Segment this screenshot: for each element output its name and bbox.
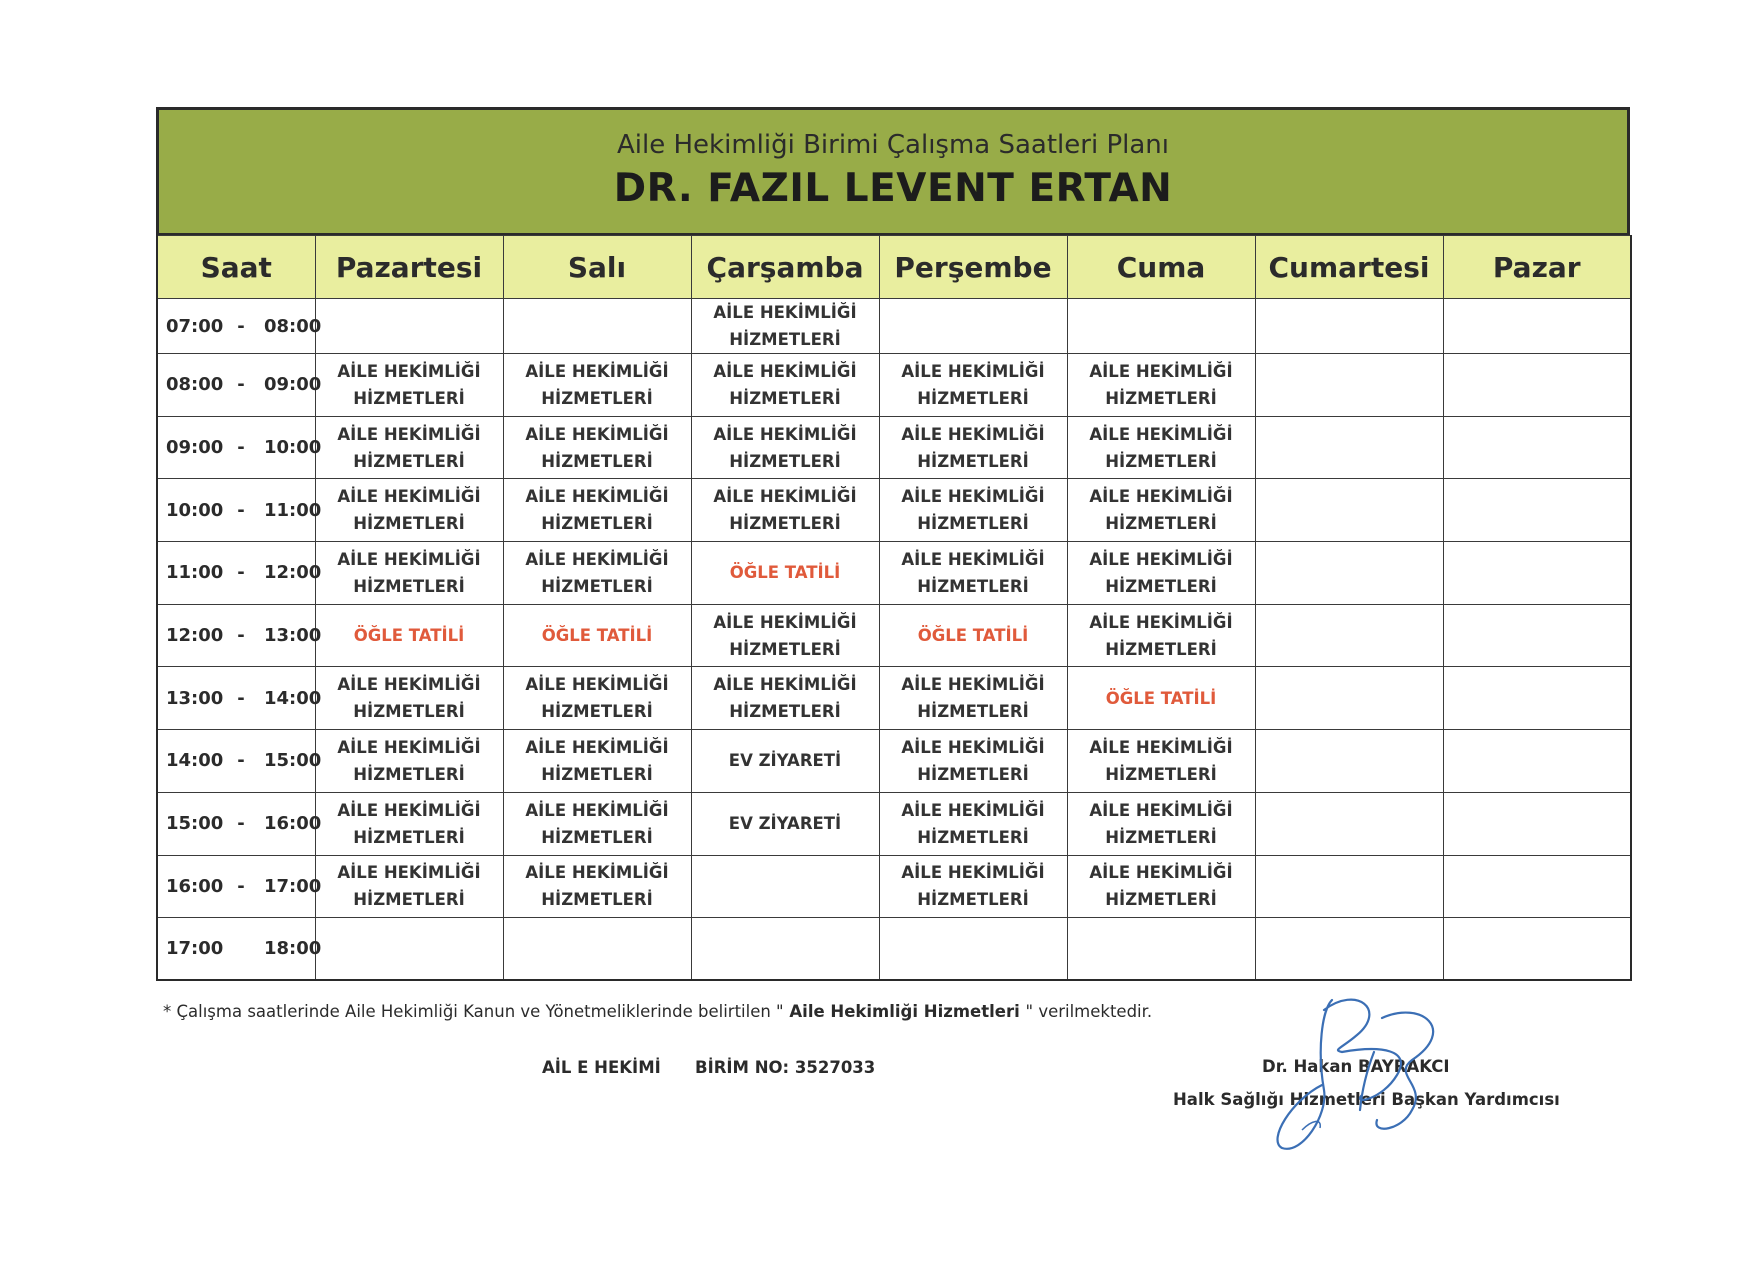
cell-sali: [503, 542, 691, 605]
cell-text: AİLE HEKİMLİĞİ HİZMETLERİ: [1089, 737, 1233, 784]
cell-cumartesi: [1255, 604, 1443, 667]
cell-cuma: [1067, 604, 1255, 667]
cell-carsamba: [691, 667, 879, 730]
cell-pazartesi: [315, 542, 503, 605]
cell-persembe: [879, 667, 1067, 730]
time-separator: -: [237, 499, 245, 521]
time-separator: -: [237, 875, 245, 897]
cell-persembe: [879, 855, 1067, 918]
cell-cumartesi: [1255, 792, 1443, 855]
cell-text: AİLE HEKİMLİĞİ HİZMETLERİ: [525, 675, 669, 722]
footnote: [163, 1002, 1152, 1021]
cell-text: EV ZİYARETİ: [728, 814, 842, 834]
cell-text: AİLE HEKİMLİĞİ HİZMETLERİ: [1089, 800, 1233, 847]
column-header-cuma: Cuma: [1067, 236, 1255, 299]
handwritten-signature: [1262, 990, 1452, 1160]
cell-cuma: [1067, 354, 1255, 417]
cell-carsamba: [691, 479, 879, 542]
cell-text: AİLE HEKİMLİĞİ HİZMETLERİ: [337, 487, 481, 534]
cell-cumartesi: [1255, 667, 1443, 730]
time-end: 16:00: [264, 813, 322, 835]
time-start: 15:00: [166, 813, 224, 835]
cell-persembe: [879, 792, 1067, 855]
cell-carsamba: [691, 299, 879, 354]
time-slot: [157, 604, 322, 667]
cell-sali: [503, 299, 691, 354]
cell-carsamba: [691, 542, 879, 605]
cell-carsamba: [691, 416, 879, 479]
cell-pazartesi: [315, 354, 503, 417]
time-separator: -: [237, 750, 245, 772]
schedule-table: [156, 235, 1632, 981]
cell-text: AİLE HEKİMLİĞİ HİZMETLERİ: [525, 549, 669, 596]
time-start: 13:00: [166, 687, 224, 709]
cell-text: ÖĞLE TATİLİ: [541, 626, 653, 646]
column-header-cumartesi: Cumartesi: [1255, 236, 1443, 299]
time-start: 17:00: [166, 938, 224, 960]
time-end: 09:00: [264, 374, 322, 396]
cell-pazartesi: [315, 792, 503, 855]
signatory-title: Halk Sağlığı Hizmetleri Başkan Yardımcısı: [1173, 1090, 1560, 1109]
unit-number: BİRİM NO: 3527033: [695, 1058, 876, 1077]
time-slot: [157, 730, 322, 793]
cell-text: AİLE HEKİMLİĞİ HİZMETLERİ: [1089, 612, 1233, 659]
cell-text: AİLE HEKİMLİĞİ HİZMETLERİ: [337, 737, 481, 784]
cell-cumartesi: [1255, 416, 1443, 479]
cell-persembe: [879, 416, 1067, 479]
cell-text: ÖĞLE TATİLİ: [917, 626, 1029, 646]
time-separator: -: [237, 562, 245, 584]
cell-text: AİLE HEKİMLİĞİ HİZMETLERİ: [337, 361, 481, 408]
table-row: [157, 730, 1631, 793]
cell-text: ÖĞLE TATİLİ: [353, 626, 465, 646]
cell-text: AİLE HEKİMLİĞİ HİZMETLERİ: [901, 800, 1045, 847]
cell-text: AİLE HEKİMLİĞİ HİZMETLERİ: [525, 800, 669, 847]
schedule-document: [156, 107, 1630, 981]
cell-carsamba: [691, 604, 879, 667]
cell-pazartesi: [315, 299, 503, 354]
signatory-name: Dr. Hakan BAYRAKCI: [1262, 1057, 1450, 1076]
doctor-label: AİL E HEKİMİ: [542, 1058, 661, 1077]
time-slot: [157, 416, 322, 479]
time-slot: [157, 479, 322, 542]
table-row: [157, 542, 1631, 605]
cell-text: AİLE HEKİMLİĞİ HİZMETLERİ: [337, 800, 481, 847]
cell-text: AİLE HEKİMLİĞİ HİZMETLERİ: [901, 424, 1045, 471]
time-end: 17:00: [264, 875, 322, 897]
table-row: [157, 855, 1631, 918]
cell-text: AİLE HEKİMLİĞİ HİZMETLERİ: [1089, 361, 1233, 408]
time-separator: -: [237, 813, 245, 835]
time-end: 08:00: [264, 315, 322, 337]
cell-text: AİLE HEKİMLİĞİ HİZMETLERİ: [713, 675, 857, 722]
cell-text: AİLE HEKİMLİĞİ HİZMETLERİ: [901, 675, 1045, 722]
header-row: [157, 236, 1631, 299]
cell-cuma: [1067, 667, 1255, 730]
column-header-pazar: Pazar: [1443, 236, 1631, 299]
time-slot: [157, 855, 322, 918]
cell-cuma: [1067, 479, 1255, 542]
time-start: 08:00: [166, 374, 224, 396]
time-start: 09:00: [166, 437, 224, 459]
cell-cumartesi: [1255, 479, 1443, 542]
cell-text: AİLE HEKİMLİĞİ HİZMETLERİ: [713, 487, 857, 534]
cell-cumartesi: [1255, 730, 1443, 793]
document-subtitle: Aile Hekimliği Birimi Çalışma Saatleri Planı: [617, 130, 1169, 160]
doctor-name: DR. FAZIL LEVENT ERTAN: [613, 166, 1173, 211]
cell-text: AİLE HEKİMLİĞİ HİZMETLERİ: [713, 424, 857, 471]
cell-pazar: [1443, 354, 1631, 417]
title-banner: [156, 107, 1630, 235]
signature-stroke: [1278, 1000, 1434, 1149]
cell-carsamba: [691, 855, 879, 918]
time-start: 11:00: [166, 562, 224, 584]
table-row: [157, 299, 1631, 354]
cell-pazartesi: [315, 479, 503, 542]
cell-text: AİLE HEKİMLİĞİ HİZMETLERİ: [525, 424, 669, 471]
cell-pazar: [1443, 299, 1631, 354]
cell-persembe: [879, 730, 1067, 793]
time-start: 10:00: [166, 499, 224, 521]
table-row: [157, 416, 1631, 479]
cell-text: AİLE HEKİMLİĞİ HİZMETLERİ: [1089, 549, 1233, 596]
cell-text: ÖĞLE TATİLİ: [729, 563, 841, 583]
cell-text: AİLE HEKİMLİĞİ HİZMETLERİ: [525, 487, 669, 534]
cell-sali: [503, 667, 691, 730]
cell-sali: [503, 479, 691, 542]
cell-pazar: [1443, 855, 1631, 918]
time-slot: [157, 299, 322, 354]
cell-cuma: [1067, 855, 1255, 918]
cell-text: AİLE HEKİMLİĞİ HİZMETLERİ: [525, 737, 669, 784]
cell-cumartesi: [1255, 299, 1443, 354]
cell-text: AİLE HEKİMLİĞİ HİZMETLERİ: [901, 487, 1045, 534]
time-end: 18:00: [264, 938, 322, 960]
cell-carsamba: [691, 918, 879, 981]
cell-sali: [503, 354, 691, 417]
time-separator: -: [237, 315, 245, 337]
time-slot: [157, 667, 322, 730]
cell-persembe: [879, 542, 1067, 605]
time-end: 12:00: [264, 562, 322, 584]
table-row: [157, 918, 1631, 981]
cell-carsamba: [691, 354, 879, 417]
cell-text: AİLE HEKİMLİĞİ HİZMETLERİ: [1089, 487, 1233, 534]
time-slot: [157, 918, 322, 981]
cell-cuma: [1067, 542, 1255, 605]
cell-pazar: [1443, 479, 1631, 542]
cell-pazar: [1443, 918, 1631, 981]
cell-text: AİLE HEKİMLİĞİ HİZMETLERİ: [1089, 863, 1233, 910]
cell-carsamba: [691, 792, 879, 855]
cell-text: AİLE HEKİMLİĞİ HİZMETLERİ: [337, 675, 481, 722]
time-end: 11:00: [264, 499, 322, 521]
time-slot: [157, 354, 322, 417]
cell-pazartesi: [315, 730, 503, 793]
cell-pazar: [1443, 416, 1631, 479]
time-end: 10:00: [264, 437, 322, 459]
column-header-pazartesi: Pazartesi: [315, 236, 503, 299]
cell-text: AİLE HEKİMLİĞİ HİZMETLERİ: [337, 863, 481, 910]
cell-text: AİLE HEKİMLİĞİ HİZMETLERİ: [1089, 424, 1233, 471]
column-header-persembe: Perşembe: [879, 236, 1067, 299]
cell-sali: [503, 792, 691, 855]
cell-text: AİLE HEKİMLİĞİ HİZMETLERİ: [337, 424, 481, 471]
cell-cumartesi: [1255, 918, 1443, 981]
cell-text: ÖĞLE TATİLİ: [1105, 688, 1217, 708]
cell-sali: [503, 416, 691, 479]
cell-pazar: [1443, 792, 1631, 855]
cell-text: AİLE HEKİMLİĞİ HİZMETLERİ: [337, 549, 481, 596]
time-separator: -: [237, 437, 245, 459]
time-end: 13:00: [264, 625, 322, 647]
cell-persembe: [879, 918, 1067, 981]
time-slot: [157, 542, 322, 605]
cell-cuma: [1067, 730, 1255, 793]
cell-text: AİLE HEKİMLİĞİ HİZMETLERİ: [713, 612, 857, 659]
cell-pazartesi: [315, 855, 503, 918]
cell-cuma: [1067, 792, 1255, 855]
time-start: 16:00: [166, 875, 224, 897]
cell-pazartesi: [315, 416, 503, 479]
cell-cumartesi: [1255, 542, 1443, 605]
cell-persembe: [879, 354, 1067, 417]
cell-text: AİLE HEKİMLİĞİ HİZMETLERİ: [525, 863, 669, 910]
cell-persembe: [879, 479, 1067, 542]
table-row: [157, 354, 1631, 417]
cell-cuma: [1067, 918, 1255, 981]
time-separator: -: [237, 687, 245, 709]
cell-sali: [503, 604, 691, 667]
time-start: 12:00: [166, 625, 224, 647]
cell-cuma: [1067, 416, 1255, 479]
cell-carsamba: [691, 730, 879, 793]
time-start: 14:00: [166, 750, 224, 772]
cell-text: AİLE HEKİMLİĞİ HİZMETLERİ: [525, 361, 669, 408]
cell-cumartesi: [1255, 855, 1443, 918]
footnote-suffix: " verilmektedir.: [1025, 1002, 1153, 1021]
time-end: 15:00: [264, 750, 322, 772]
cell-text: AİLE HEKİMLİĞİ HİZMETLERİ: [901, 863, 1045, 910]
time-slot: [157, 792, 322, 855]
cell-sali: [503, 855, 691, 918]
cell-text: AİLE HEKİMLİĞİ HİZMETLERİ: [901, 361, 1045, 408]
footnote-bold: Aile Hekimliği Hizmetleri: [783, 1002, 1026, 1021]
table-row: [157, 667, 1631, 730]
time-separator: -: [237, 625, 245, 647]
time-separator: -: [237, 374, 245, 396]
cell-persembe: [879, 604, 1067, 667]
column-header-carsamba: Çarşamba: [691, 236, 879, 299]
cell-cuma: [1067, 299, 1255, 354]
cell-text: AİLE HEKİMLİĞİ HİZMETLERİ: [901, 737, 1045, 784]
cell-sali: [503, 918, 691, 981]
cell-pazar: [1443, 542, 1631, 605]
cell-pazartesi: [315, 667, 503, 730]
cell-pazar: [1443, 604, 1631, 667]
table-row: [157, 604, 1631, 667]
cell-pazar: [1443, 667, 1631, 730]
cell-text: AİLE HEKİMLİĞİ HİZMETLERİ: [901, 549, 1045, 596]
cell-pazartesi: [315, 604, 503, 667]
cell-persembe: [879, 299, 1067, 354]
column-header-saat: Saat: [157, 236, 315, 299]
time-start: 07:00: [166, 315, 224, 337]
footnote-prefix: * Çalışma saatlerinde Aile Hekimliği Kanun ve Yönetmeliklerinde belirtilen ": [163, 1002, 784, 1021]
cell-text: EV ZİYARETİ: [728, 751, 842, 771]
cell-text: AİLE HEKİMLİĞİ HİZMETLERİ: [713, 303, 857, 349]
cell-pazar: [1443, 730, 1631, 793]
table-row: [157, 792, 1631, 855]
cell-sali: [503, 730, 691, 793]
column-header-sali: Salı: [503, 236, 691, 299]
cell-text: AİLE HEKİMLİĞİ HİZMETLERİ: [713, 361, 857, 408]
time-end: 14:00: [264, 687, 322, 709]
cell-pazartesi: [315, 918, 503, 981]
table-row: [157, 479, 1631, 542]
cell-cumartesi: [1255, 354, 1443, 417]
